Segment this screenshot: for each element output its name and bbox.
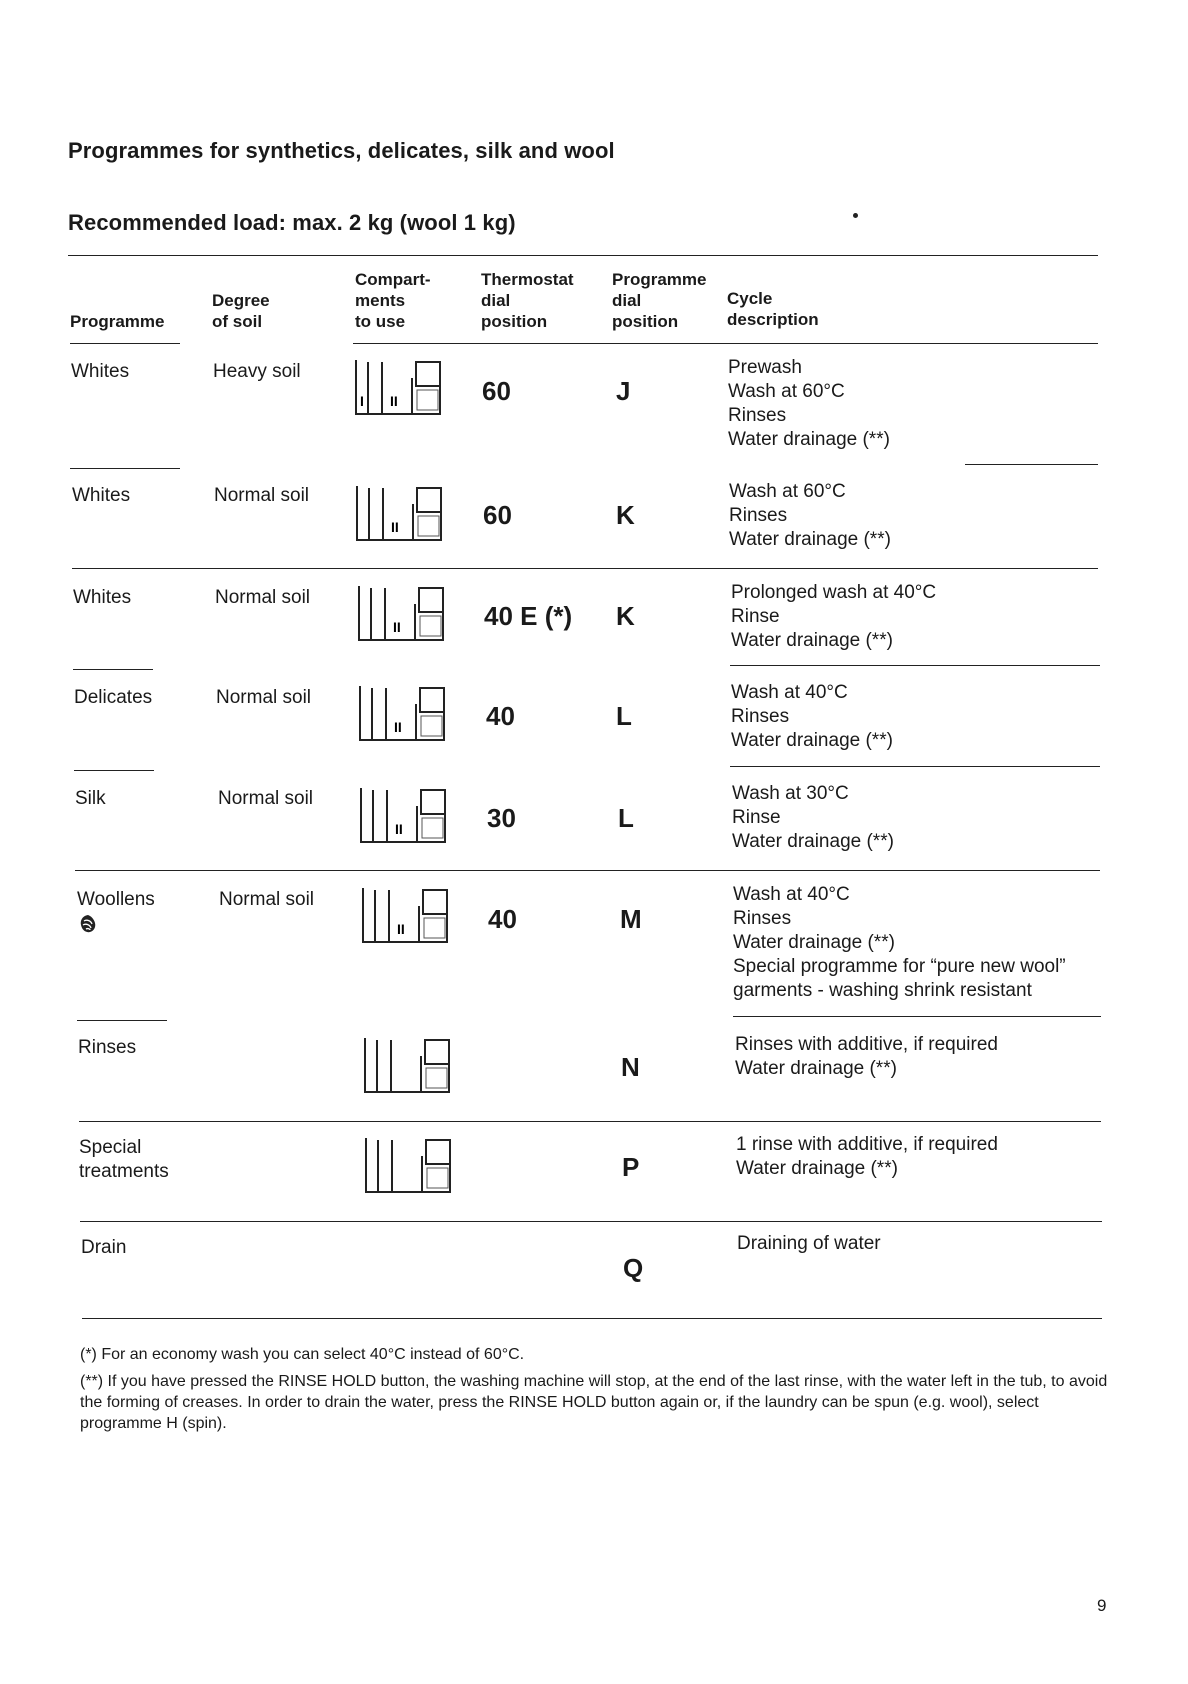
- row-dial: L: [616, 701, 632, 731]
- row-temp: 60: [483, 500, 512, 530]
- row-programme: Delicates: [74, 687, 153, 708]
- compartment-icon: [358, 684, 448, 744]
- row-cycle: Wash at 40°C Rinses Water drainage (**) Special programme for “pure new wool” garments - washing shrink resistant: [733, 884, 1066, 1001]
- row-dial: P: [622, 1152, 640, 1182]
- row-programme: Whites: [73, 587, 132, 608]
- row-temp: 40: [488, 904, 517, 934]
- row-cycle: Wash at 60°C Rinses Water drainage (**): [729, 481, 891, 550]
- row-rule: [730, 665, 1100, 666]
- row-cycle: Rinses with additive, if required Water drainage (**): [735, 1034, 998, 1079]
- footnote-economy: (*) For an economy wash you can select 40°C instead of 60°C.: [80, 1346, 525, 1363]
- header-rule: [70, 343, 180, 344]
- svg-text:I: I: [360, 393, 364, 409]
- stray-dot: [853, 213, 858, 218]
- row-temp: 60: [482, 376, 511, 406]
- row-temp: 40 E (*): [484, 601, 573, 631]
- table-bottom-rule: [82, 1318, 1102, 1319]
- row-cycle: Prolonged wash at 40°C Rinse Water drainage (**): [731, 582, 937, 651]
- row-rule: [730, 766, 1100, 767]
- header-thermostat: Thermostat dial position: [481, 270, 574, 331]
- svg-text:II: II: [394, 719, 402, 735]
- row-rule: [77, 1020, 167, 1021]
- row-rule: [733, 1016, 1101, 1017]
- svg-text:II: II: [393, 619, 401, 635]
- header-soil: Degree of soil: [212, 291, 270, 331]
- row-dial: J: [616, 376, 631, 406]
- row-programme: Rinses: [78, 1037, 137, 1058]
- recommended-load: Recommended load: max. 2 kg (wool 1 kg): [68, 210, 516, 235]
- header-programme: Programme: [70, 312, 165, 331]
- woolmark-icon: [78, 914, 98, 934]
- row-programme: Silk: [75, 788, 106, 809]
- page-title: Programmes for synthetics, delicates, silk and wool: [68, 138, 615, 163]
- row-rule: [72, 568, 1098, 569]
- row-soil: Normal soil: [218, 788, 314, 809]
- row-soil: Normal soil: [219, 889, 315, 910]
- compartment-icon: [354, 358, 444, 418]
- row-rule: [80, 1221, 1102, 1222]
- header-cycle: Cycle description: [727, 289, 819, 329]
- row-soil: Heavy soil: [213, 361, 301, 382]
- svg-text:II: II: [390, 393, 398, 409]
- row-programme: Woollens: [77, 889, 155, 910]
- row-soil: Normal soil: [216, 687, 312, 708]
- row-dial: K: [616, 500, 635, 530]
- row-programme: Special treatments: [79, 1137, 169, 1182]
- compartment-icon: [361, 886, 451, 946]
- row-dial: L: [618, 803, 634, 833]
- row-cycle: Wash at 30°C Rinse Water drainage (**): [732, 783, 894, 852]
- row-programme: Whites: [72, 485, 131, 506]
- row-cycle: 1 rinse with additive, if required Water drainage (**): [736, 1134, 998, 1179]
- row-temp: 40: [486, 701, 515, 731]
- compartment-icon: [357, 584, 447, 644]
- compartment-icon: [364, 1136, 454, 1196]
- row-programme: Whites: [71, 361, 130, 382]
- row-rule: [74, 770, 154, 771]
- header-dial: Programme dial position: [612, 270, 707, 331]
- row-soil: Normal soil: [215, 587, 311, 608]
- row-cycle: Draining of water: [737, 1233, 881, 1254]
- svg-text:II: II: [397, 921, 405, 937]
- header-compartments: Compart- ments to use: [355, 270, 431, 331]
- row-cycle: Prewash Wash at 60°C Rinses Water drainage (**): [728, 357, 890, 450]
- row-dial: M: [620, 904, 642, 934]
- svg-text:II: II: [395, 821, 403, 837]
- table-top-rule: [68, 255, 1098, 256]
- row-rule: [965, 464, 1098, 465]
- row-temp: 30: [487, 803, 516, 833]
- row-rule: [75, 870, 1100, 871]
- page-number: 9: [1097, 1596, 1107, 1615]
- row-dial: N: [621, 1052, 640, 1082]
- svg-text:II: II: [391, 519, 399, 535]
- row-rule: [73, 669, 153, 670]
- compartment-icon: [355, 484, 445, 544]
- compartment-icon: [363, 1036, 453, 1096]
- row-soil: Normal soil: [214, 485, 310, 506]
- row-dial: Q: [623, 1253, 644, 1283]
- row-dial: K: [616, 601, 635, 631]
- footnote-rinse-hold: (**) If you have pressed the RINSE HOLD button, the washing machine will stop, at the end of the last rinse, with the water left in the tub, to avoid the forming of creases. In order to drain the water, press the RINSE HOLD button again or, if the laundry can be spun (e.g. wool), select programme H (spin).: [80, 1373, 1108, 1432]
- row-rule: [79, 1121, 1101, 1122]
- row-cycle: Wash at 40°C Rinses Water drainage (**): [731, 682, 893, 751]
- compartment-icon: [359, 786, 449, 846]
- row-programme: Drain: [81, 1237, 127, 1258]
- row-rule: [70, 468, 180, 469]
- header-rule: [353, 343, 1098, 344]
